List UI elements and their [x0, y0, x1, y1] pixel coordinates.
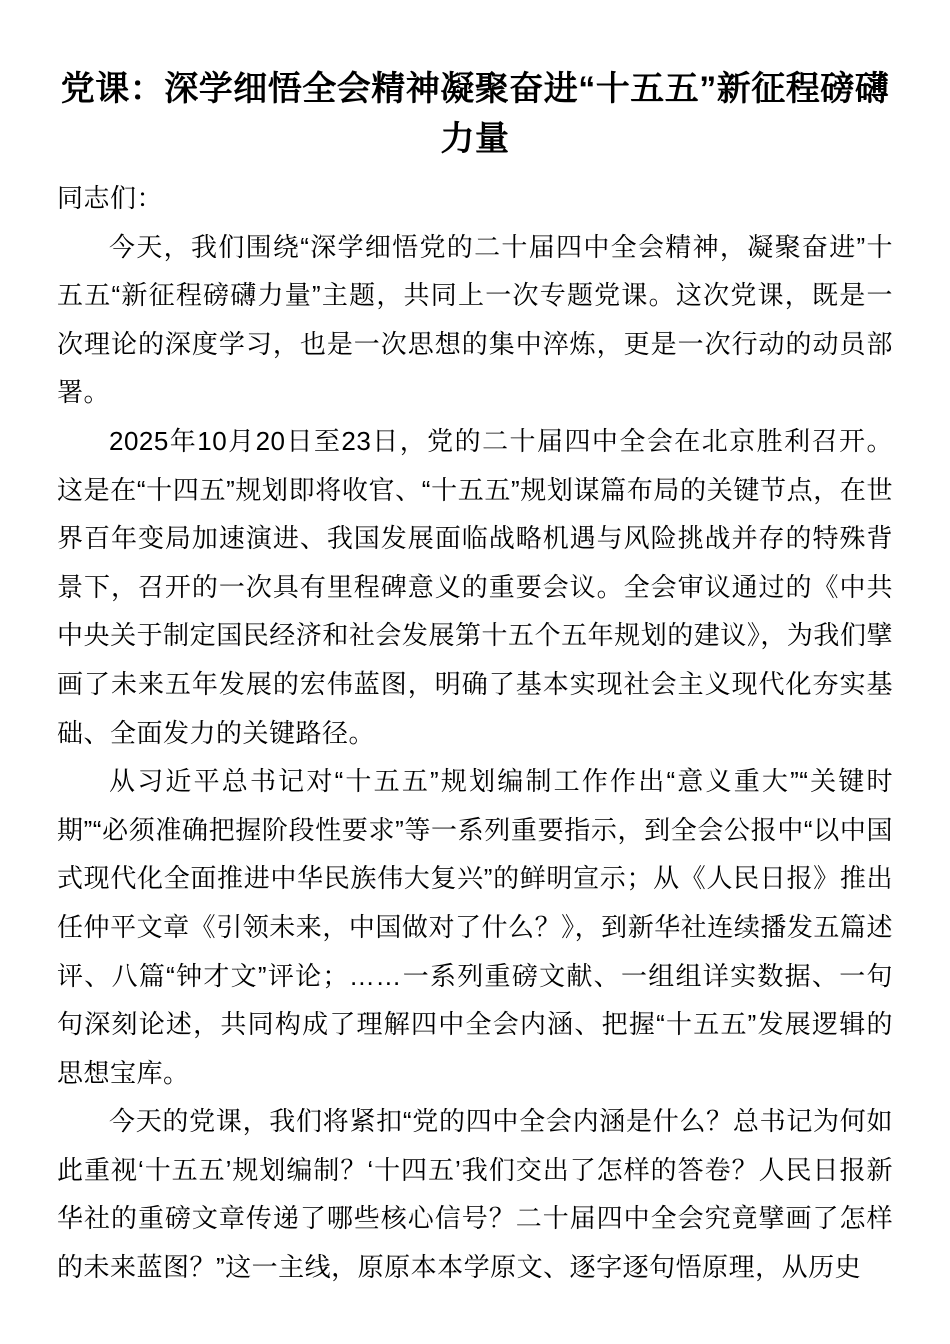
salutation: 同志们：: [57, 183, 164, 213]
paragraph-plenum-overview: 2025年10月20日至23日，党的二十届四中全会在北京胜利召开。这是在“十四五”规划即将收官、“十五五”规划谋篇布局的关键节点，在世界百年变局加速演进、我国发展面临战略机遇与风险挑战并存的特殊背景下，召开的一次具有里程碑意义的重要会议。全会审议通过的《中共中央关于制定国民经济和社会发展第十五个五年规划的建议》，为我们擘画了未来五年发展的宏伟蓝图，明确了基本实现社会主义现代化夯实基础、全面发力的关键路径。: [57, 425, 893, 748]
paragraph-directives-documents: 从习近平总书记对“十五五”规划编制工作作出“意义重大”“关键时期”“必须准确把握阶段性要求”等一系列重要指示，到全会公报中“以中国式现代化全面推进中华民族伟大复兴”的鲜明宣示；从《人民日报》推出任仲平文章《引领未来，中国做对了什么？》，到新华社连续播发五篇述评、八篇“钟才文”评论；……一系列重磅文献、一组组详实数据、一句句深刻论述，共同构成了理解四中全会内涵、把握“十五五”发展逻辑的思想宝库。: [57, 766, 893, 1088]
paragraph-intro: 今天，我们围绕“深学细悟党的二十届四中全会精神，凝聚奋进”十五五“新征程磅礴力量”主题，共同上一次专题党课。这次党课，既是一次理论的深度学习，也是一次思想的集中淬炼，更是一次行动的动员部署。: [57, 231, 893, 408]
paragraph-lecture-mainline: 今天的党课，我们将紧扣“党的四中全会内涵是什么？总书记为何如此重视‘十五五’规划编制？‘十四五’我们交出了怎样的答卷？人民日报新华社的重磅文章传递了哪些核心信号？二十届四中全会究竟擘画了怎样的未来蓝图？”这一主线，原原本本学原文、逐字逐句悟原理，从历史: [57, 1106, 893, 1283]
document-body: [57, 174, 893, 1292]
document-title: 党课：深学细悟全会精神凝聚奋进“十五五”新征程磅礴力量: [60, 70, 890, 158]
